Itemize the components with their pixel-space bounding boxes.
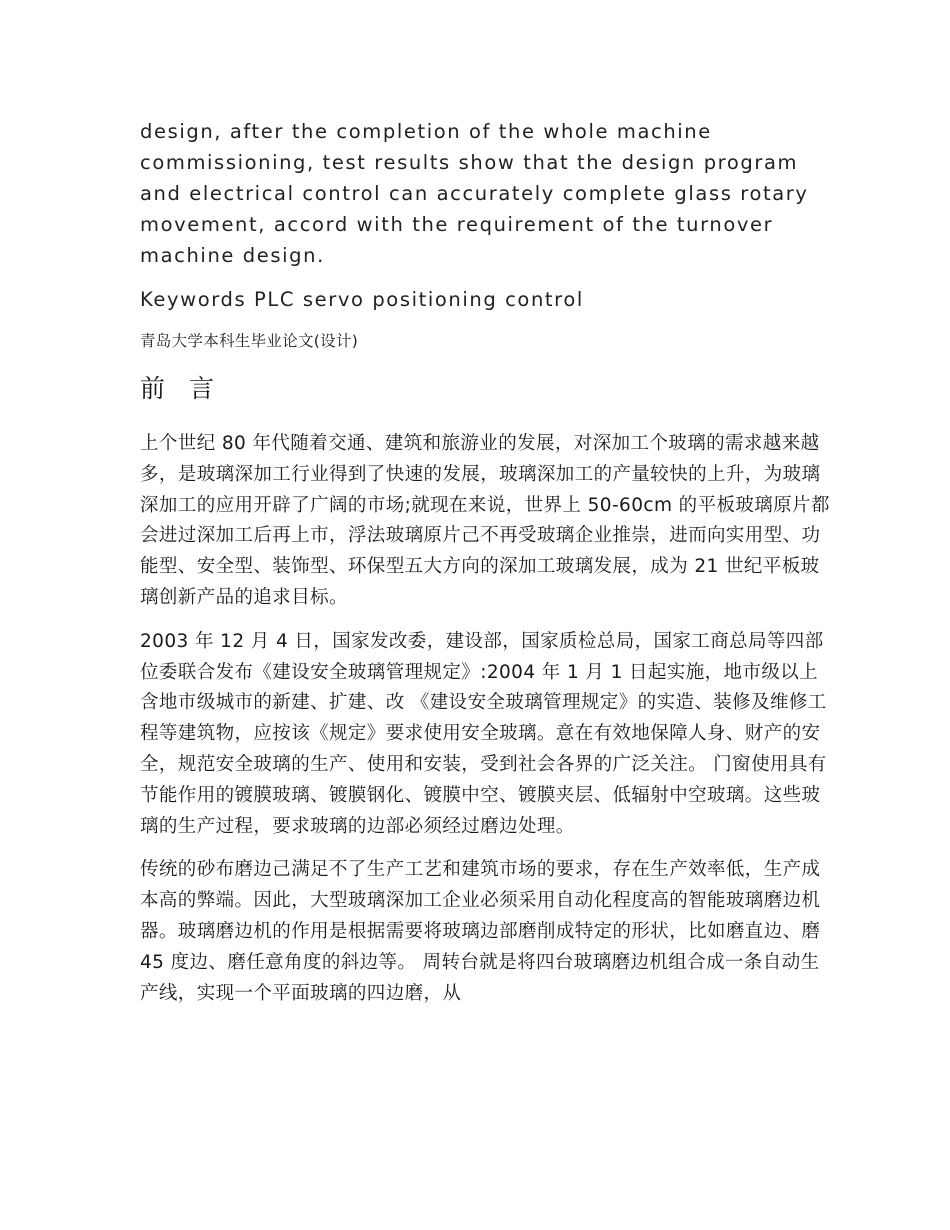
paragraph: 2003 年 12 月 4 日，国家发改委，建设部，国家质检总局，国家工商总局等四部位委联合发布《建设安全玻璃管理规定》:2004 年 1 月 1 日起实施，地市级以上含地市级城市的新建、扩建、改 《建设安全玻璃管理规定》的实造、装修及维修工程等建筑物，应按该《规定》要求使用安全玻璃。意在有效地保障人身、财产的安全，规范安全玻璃的生产、使用和安装，受到社会各界的广泛关注。 门窗使用具有节能作用的镀膜玻璃、镀膜钢化、镀膜中空、镀膜夹层、低辐射中空玻璃。这些玻璃的生产过程，要求玻璃的边部必须经过磨边处理。 [140,630,827,837]
abstract-text: design, after the completion of the whole machine commissioning, test results show that the design program and electrical control can accurately complete glass rotary movement, accord with the requirement of the turnover machine design. [140,120,809,267]
paragraph: 上个世纪 80 年代随着交通、建筑和旅游业的发展，对深加工个玻璃的需求越来越多，是玻璃深加工行业得到了快速的发展，玻璃深加工的产量较快的上升，为玻璃深加工的应用开辟了广阔的市场;就现在来说，世界上 50-60cm 的平板玻璃原片都会进过深加工后再上市，浮法玻璃原片己不再受玻璃企业推崇，进而向实用型、功能型、安全型、装饰型、环保型五大方向的深加工玻璃发展，成为 21 世纪平板玻璃创新产品的追求目标。 [140,433,830,608]
keywords-line: Keywords PLC servo positioning control [140,288,584,311]
section-title: 前 言 [140,374,222,403]
running-header: 青岛大学本科生毕业论文(设计) [140,332,359,350]
document-page [140,116,830,1009]
paragraph: 传统的砂布磨边己满足不了生产工艺和建筑市场的要求，存在生产效率低，生产成本高的弊端。因此，大型玻璃深加工企业必须采用自动化程度高的智能玻璃磨边机器。玻璃磨边机的作用是根据需要将玻璃边部磨削成特定的形状，比如磨直边、磨 45 度边、磨任意角度的斜边等。 周转台就是将四台玻璃磨边机组合成一条自动生产线，实现一个平面玻璃的四边磨，从 [140,859,821,1004]
